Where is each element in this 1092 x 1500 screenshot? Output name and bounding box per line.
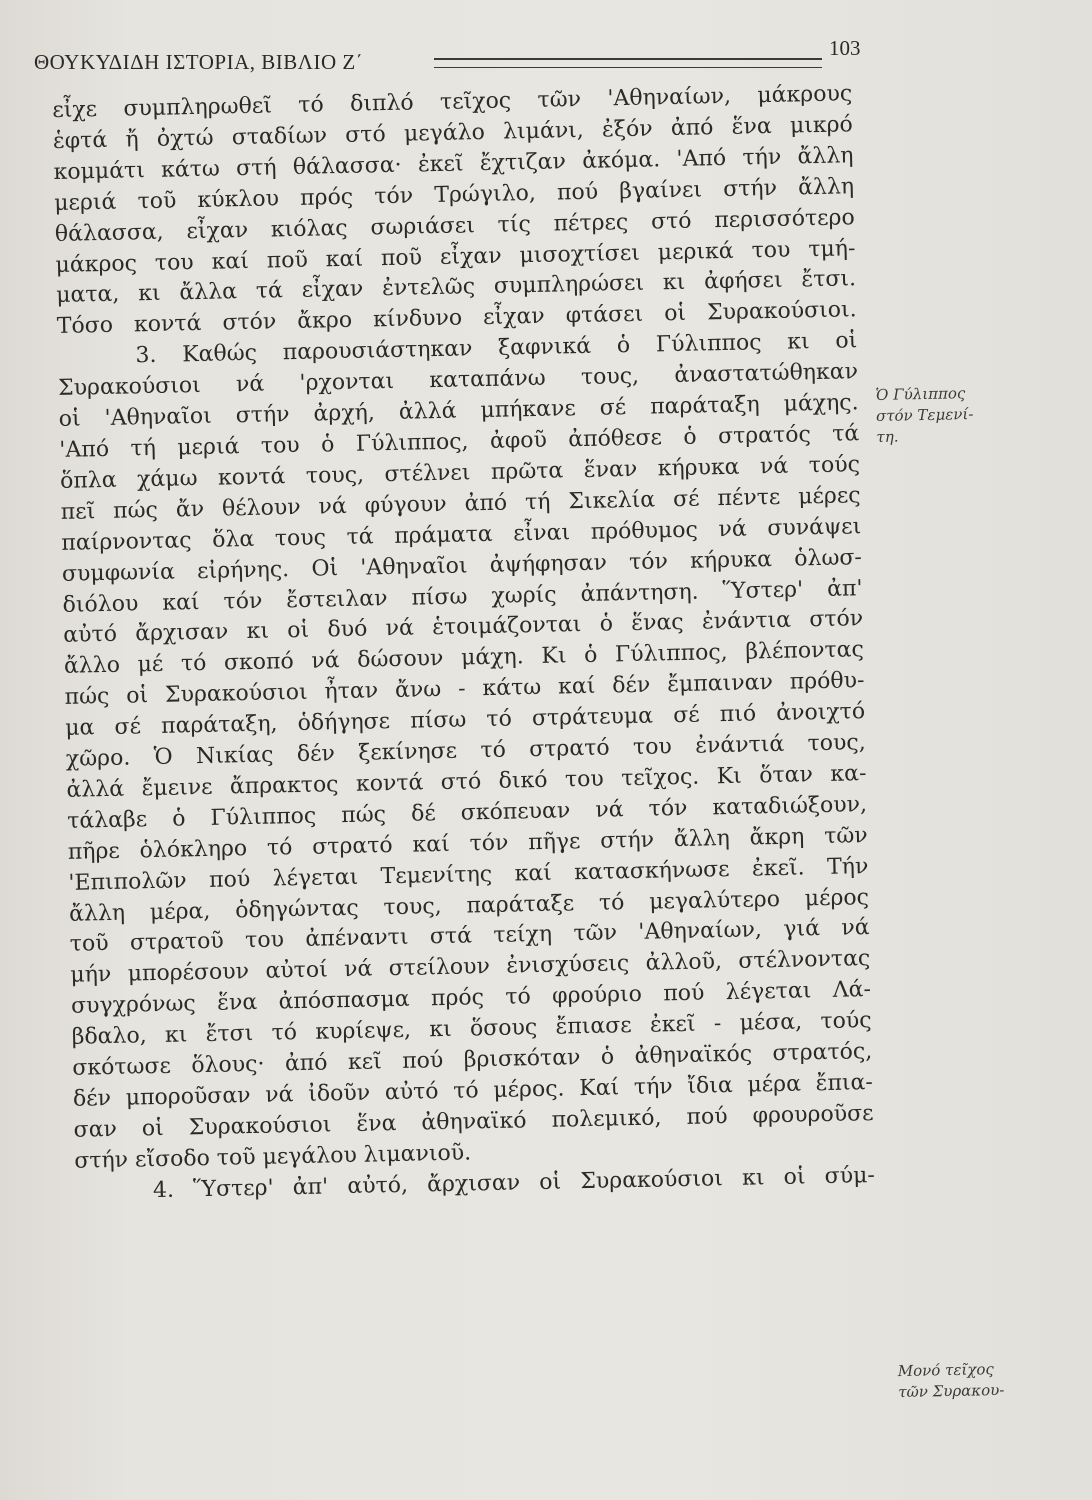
text-line: χῶρο. Ὁ Νικίας δέν ξεκίνησε τό στρατό του ἐνάντιά τους, — [65, 730, 866, 772]
text-line: σκότωσε ὅλους· ἀπό κεῖ πού βρισκόταν ὁ ἀθηναϊκός στρατός, — [72, 1039, 873, 1081]
text-line: ἑφτά ἤ ὀχτώ σταδίων στό μεγάλο λιμάνι, ἐξόν ἀπό ἕνα μικρό — [52, 112, 854, 154]
text-line: ματα, κι ἄλλα τά εἶχαν ἐντελῶς συμπληρώσει κι ἀφήσει ἔτσι. — [55, 266, 857, 309]
text-line: μήν μπορέσουν αὐτοί νά στείλουν ἐνισχύσεις ἀλλοῦ, στέλνοντας — [70, 946, 871, 989]
text-line: θάλασσα, εἶχαν κιόλας σωριάσει τίς πέτρες στό περισσότερο — [54, 204, 855, 247]
text-line: εἶχε συμπληρωθεῖ τό διπλό τεῖχος τῶν 'Αθηναίων, μάκρους — [52, 81, 853, 123]
margin-note-line: τῶν Συρακου- — [898, 1380, 1005, 1402]
text-line: συμφωνία εἰρήνης. Οἱ 'Αθηναῖοι ἀψήφησαν τόν κήρυκα ὁλωσ- — [61, 544, 863, 587]
text-line: κομμάτι κάτω στή θάλασσα· ἐκεῖ ἔχτιζαν ἀκόμα. 'Από τήν ἄλλη — [53, 143, 854, 185]
page-number: 103 — [829, 36, 861, 60]
running-header — [34, 36, 861, 86]
text-line: μα σέ παράταξη, ὁδήγησε πίσω τό στράτευμα σέ πιό ἀνοιχτό — [64, 699, 866, 741]
text-line: πῆρε ὁλόκληρο τό στρατό καί τόν πῆγε στήν ἄλλη ἄκρη τῶν — [67, 822, 868, 865]
text-line: στήν εἴσοδο τοῦ μεγάλου λιμανιοῦ. — [74, 1140, 472, 1174]
text-line: Τόσο κοντά στόν ἄκρο κίνδυνο εἶχαν φτάσει οἱ Συρακούσιοι. — [56, 297, 857, 340]
margin-note-line: τη. — [876, 427, 899, 447]
text-line: πεῖ πώς ἄν θέλουν νά φύγουν ἀπό τή Σικελία σέ πέντε μέρες — [60, 482, 861, 525]
text-line: ἄλλο μέ τό σκοπό νά δώσουν μάχη. Κι ὁ Γύλιππος, βλέποντας — [63, 637, 865, 680]
margin-note-line: στόν Τεμενί- — [875, 404, 974, 426]
text-line: ἄλλη μέρα, ὁδηγώντας τους, παράταξε τό μεγαλύτερο μέρος — [68, 884, 870, 927]
bleed-through-text — [870, 116, 1070, 186]
header-rule — [434, 58, 822, 68]
text-line: αὐτό ἄρχισαν κι οἱ δυό νά ἑτοιμάζονται ὁ ἕνας ἐνάντια στόν — [63, 606, 864, 649]
text-line: 'Επιπολῶν πού λέγεται Τεμενίτης καί κατασκήνωσε ἐκεῖ. Τήν — [68, 853, 869, 896]
text-line: Συρακούσιοι νά 'ρχονται καταπάνω τους, ἀναστατώθηκαν — [57, 359, 859, 402]
text-line: σαν οἱ Συρακούσιοι ἕνα ἀθηναϊκό πολεμικό, πού φρουροῦσε — [73, 1100, 874, 1143]
text-line: πώς οἱ Συρακούσιοι ἦταν ἄνω - κάτω καί δέν ἔμπαιναν πρόθυ- — [64, 668, 865, 711]
margin-note-wall — [898, 1359, 1005, 1403]
text-line: διόλου καί τόν ἔστειλαν πίσω χωρίς ἀπάντηση. Ὕστερ' ἀπ' — [62, 575, 863, 618]
header-title: ΘΟΥΚΥΔΙΔΗ ΙΣΤΟΡΙΑ, ΒΙΒΛΙΟ Ζ΄ — [34, 50, 364, 74]
text-line: τοῦ στρατοῦ του ἀπέναντι στά τείχη τῶν 'Αθηναίων, γιά νά — [69, 915, 870, 958]
body-text — [52, 79, 875, 1208]
text-line: 4. Ὕστερ' ἀπ' αὐτό, ἄρχισαν οἱ Συρακούσιοι κι οἱ σύμ- — [152, 1162, 876, 1203]
text-line: δέν μποροῦσαν νά ἰδοῦν αὐτό τό μέρος. Καί τήν ἴδια μέρα ἔπια- — [72, 1070, 874, 1112]
margin-note-gylippos — [875, 383, 974, 448]
text-line: οἱ 'Αθηναῖοι στήν ἀρχή, ἀλλά μπήκανε σέ παράταξη μάχης. — [58, 390, 859, 432]
bleed-through-text — [880, 500, 1030, 580]
text-line: μάκρος του καί ποῦ καί ποῦ εἶχαν μισοχτίσει μερικά του τμή- — [55, 235, 856, 278]
margin-note-line: Μονό τεῖχος — [897, 1360, 995, 1381]
text-line: συγχρόνως ἕνα ἀπόσπασμα πρός τό φρούριο πού λέγεται Λά- — [70, 977, 872, 1020]
text-line: μεριά τοῦ κύκλου πρός τόν Τρώγιλο, πού βγαίνει στήν ἄλλη — [53, 173, 855, 216]
text-line: 3. Καθώς παρουσιάστηκαν ξαφνικά ὁ Γύλιππος κι οἱ — [135, 328, 858, 369]
text-line: ὅπλα χάμω κοντά τους, στέλνει πρῶτα ἕναν κήρυκα νά τούς — [59, 452, 861, 494]
text-line: τάλαβε ὁ Γύλιππος πώς δέ σκόπευαν νά τόν καταδιώξουν, — [66, 791, 868, 834]
text-line: βδαλο, κι ἔτσι τό κυρίεψε, κι ὅσους ἔπιασε ἐκεῖ - μέσα, τούς — [71, 1008, 872, 1050]
text-line: ἀλλά ἔμεινε ἄπρακτος κοντά στό δικό του τεῖχος. Κι ὅταν κα- — [66, 761, 867, 803]
text-line: 'Από τή μεριά του ὁ Γύλιππος, ἀφοῦ ἀπόθεσε ὁ στρατός τά — [59, 421, 860, 463]
text-line: παίρνοντας ὅλα τους τά πράματα εἶναι πρόθυμος νά συνάψει — [61, 513, 862, 556]
margin-note-line: Ὁ Γύλιππος — [875, 384, 966, 405]
